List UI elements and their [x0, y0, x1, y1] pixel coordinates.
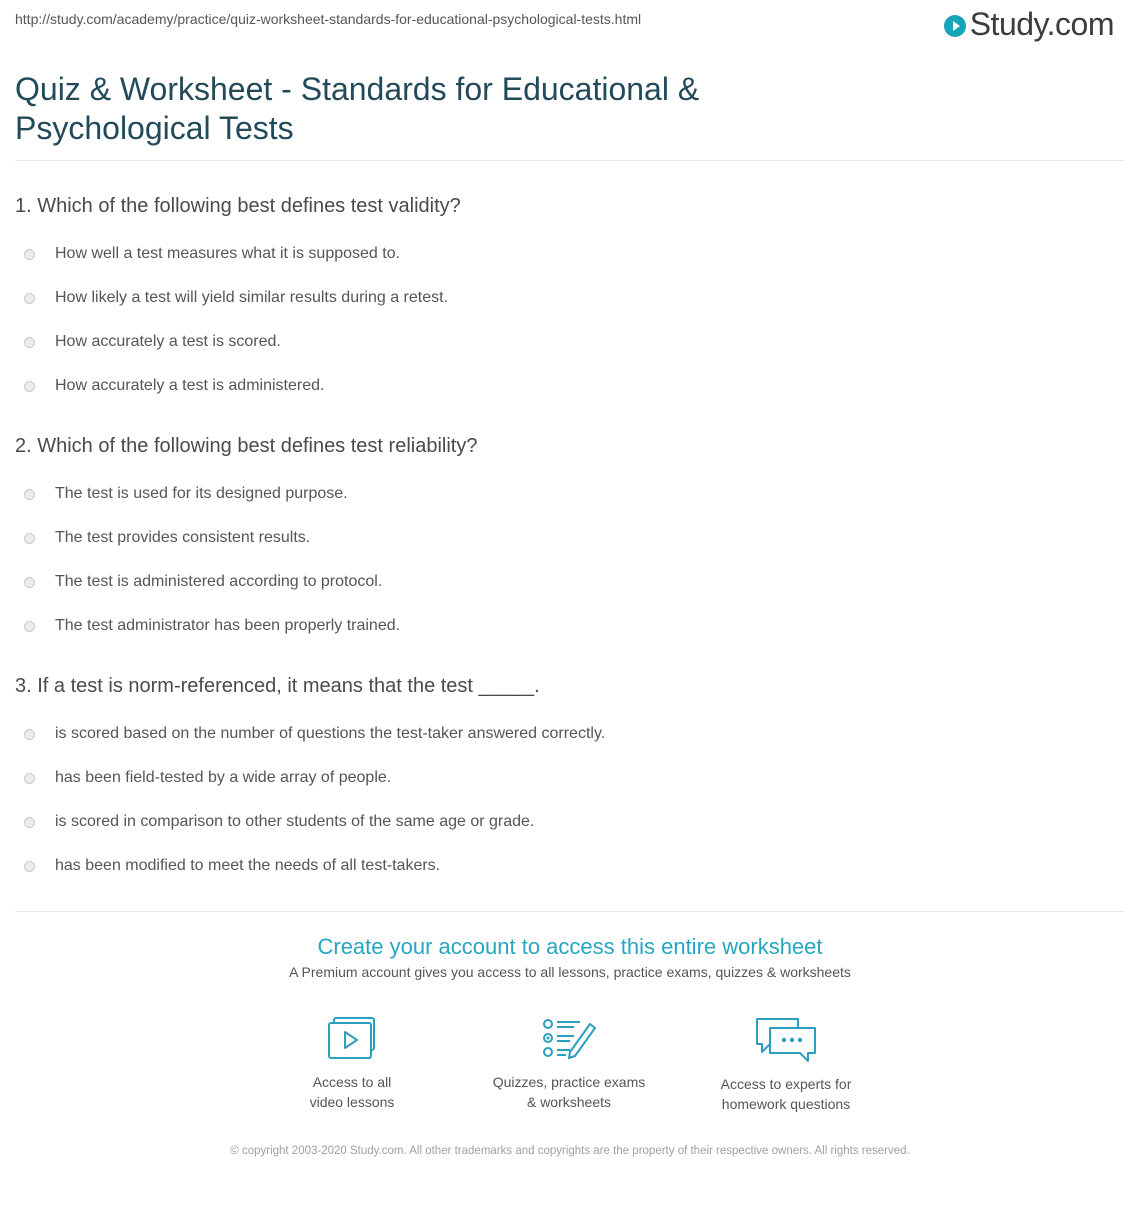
radio-icon[interactable]: [24, 293, 35, 304]
radio-icon[interactable]: [24, 817, 35, 828]
feature-video-lessons: [252, 1016, 452, 1112]
cta-divider: [15, 911, 1125, 912]
answer-option[interactable]: [15, 516, 1115, 560]
answer-option[interactable]: [15, 320, 1115, 364]
page-url: http://study.com/academy/practice/quiz-worksheet-standards-for-educational-psychological-tests.html: [15, 11, 642, 27]
option-label: How accurately a test is scored.: [55, 333, 281, 350]
answer-option[interactable]: [15, 844, 1115, 888]
option-label: is scored based on the number of questions the test-taker answered correctly.: [55, 725, 606, 742]
question-text: 1. Which of the following best defines test validity?: [15, 195, 461, 217]
radio-icon[interactable]: [24, 337, 35, 348]
option-label: is scored in comparison to other students of the same age or grade.: [55, 813, 535, 830]
radio-icon[interactable]: [24, 489, 35, 500]
feature-experts: [686, 1016, 886, 1114]
play-circle-icon: [944, 15, 966, 37]
option-label: How likely a test will yield similar results during a retest.: [55, 289, 449, 306]
logo-text: Study.com: [969, 6, 1114, 42]
option-label: has been field-tested by a wide array of people.: [55, 769, 392, 786]
question-text: 3. If a test is norm-referenced, it means that the test _____.: [15, 675, 540, 697]
question-2: [15, 434, 1115, 648]
answer-option[interactable]: [15, 276, 1115, 320]
answer-option[interactable]: [15, 560, 1115, 604]
feature-label: Quizzes, practice exams & worksheets: [492, 1074, 646, 1110]
page-title: Quiz & Worksheet - Standards for Educational & Psychological Tests: [15, 71, 700, 146]
premium-description: A Premium account gives you access to all lessons, practice exams, quizzes & worksheets: [289, 964, 851, 980]
question-3: [15, 674, 1115, 888]
copyright-footer: © copyright 2003-2020 Study.com. All other trademarks and copyrights are the property of their respective owners. All rights reserved.: [230, 1145, 910, 1157]
answer-option[interactable]: [15, 472, 1115, 516]
radio-icon[interactable]: [24, 773, 35, 784]
radio-icon[interactable]: [24, 381, 35, 392]
radio-icon[interactable]: [24, 577, 35, 588]
study-logo[interactable]: [944, 6, 1114, 43]
option-label: The test is administered according to protocol.: [55, 573, 383, 590]
answer-option[interactable]: [15, 232, 1115, 276]
video-lessons-icon: [326, 1016, 378, 1062]
answer-option[interactable]: [15, 604, 1115, 648]
radio-icon[interactable]: [24, 861, 35, 872]
feature-label: Access to experts for homework questions: [720, 1076, 852, 1112]
feature-label: Access to all video lessons: [309, 1074, 395, 1110]
answer-option[interactable]: [15, 800, 1115, 844]
chat-bubbles-icon: [754, 1016, 818, 1064]
question-text: 2. Which of the following best defines test reliability?: [15, 435, 478, 457]
create-account-link[interactable]: Create your account to access this entire worksheet: [317, 934, 823, 959]
question-1: [15, 194, 1115, 408]
answer-option[interactable]: [15, 712, 1115, 756]
radio-icon[interactable]: [24, 249, 35, 260]
feature-quizzes: [469, 1016, 669, 1112]
option-label: has been modified to meet the needs of all test-takers.: [55, 857, 441, 874]
option-label: How well a test measures what it is supposed to.: [55, 245, 401, 262]
option-label: The test is used for its designed purpose.: [55, 485, 348, 502]
quiz-checklist-icon: [540, 1016, 598, 1062]
answer-option[interactable]: [15, 364, 1115, 408]
answer-option[interactable]: [15, 756, 1115, 800]
radio-icon[interactable]: [24, 621, 35, 632]
title-divider: [15, 160, 1125, 161]
radio-icon[interactable]: [24, 533, 35, 544]
radio-icon[interactable]: [24, 729, 35, 740]
option-label: The test administrator has been properly trained.: [55, 617, 401, 634]
option-label: The test provides consistent results.: [55, 529, 311, 546]
option-label: How accurately a test is administered.: [55, 377, 325, 394]
